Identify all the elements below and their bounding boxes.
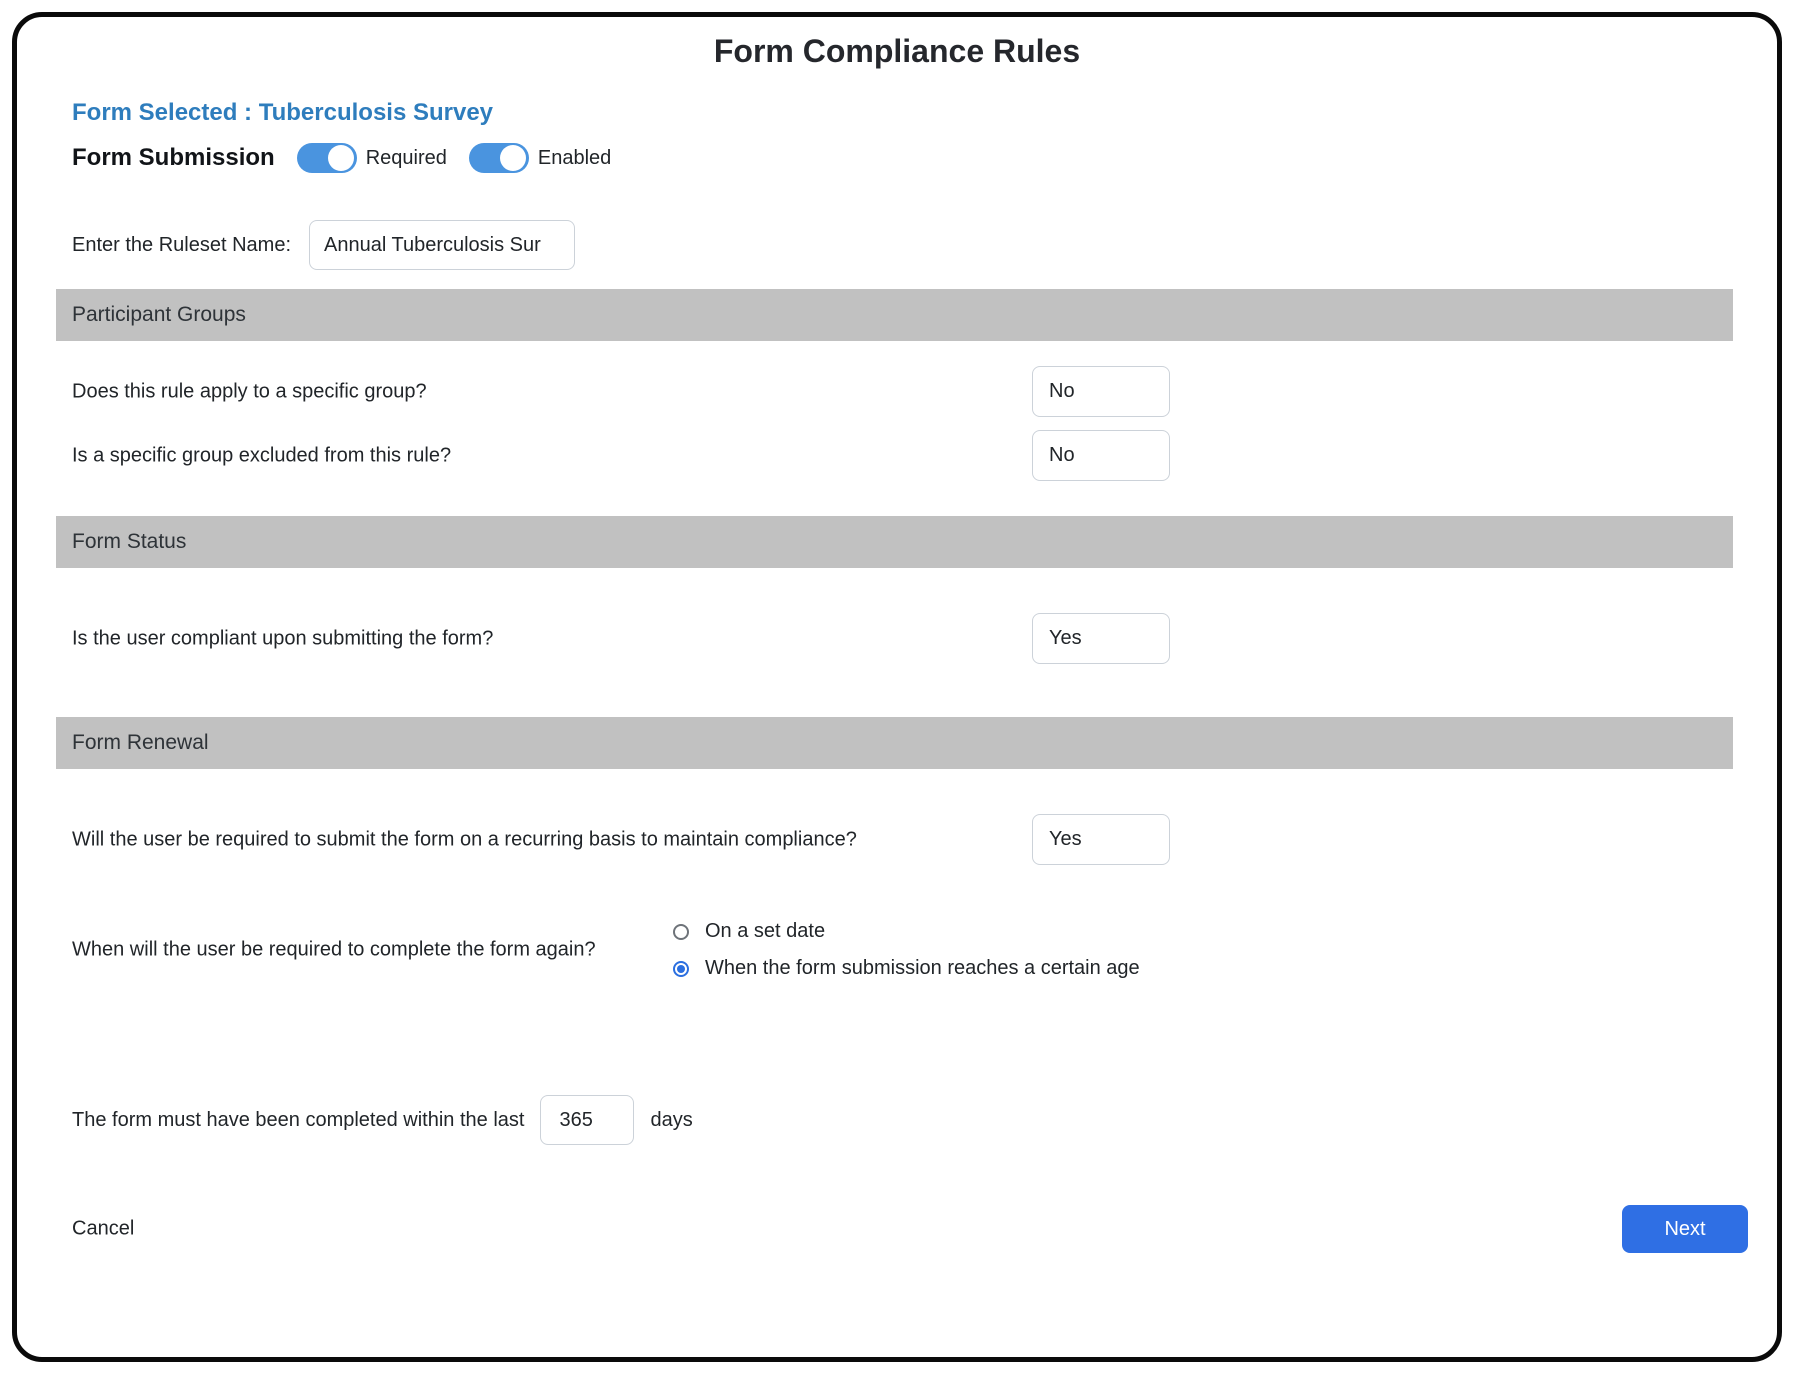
section-header-form-renewal: Form Renewal <box>56 717 1733 769</box>
ruleset-name-input[interactable] <box>309 220 575 270</box>
ruleset-name-row <box>72 220 575 270</box>
required-toggle-label: Required <box>365 146 447 169</box>
question-label-recurring-basis: Will the user be required to submit the form on a recurring basis to maintain compliance? <box>72 828 857 850</box>
excluded-group-select[interactable]: No <box>1032 430 1170 481</box>
question-label-excluded-group: Is a specific group excluded from this rule? <box>72 444 452 466</box>
cancel-button[interactable]: Cancel <box>72 1217 135 1240</box>
question-row-specific-group <box>17 366 1777 417</box>
question-label-compliant-on-submit: Is the user compliant upon submitting the form? <box>72 627 494 649</box>
radio-label-certain-age: When the form submission reaches a certain age <box>705 957 1140 979</box>
enabled-toggle[interactable] <box>469 143 529 173</box>
page-title: Form Compliance Rules <box>713 33 1081 69</box>
radio-unselected-icon[interactable] <box>673 924 689 940</box>
completion-window-days-input[interactable] <box>540 1095 634 1145</box>
recurring-basis-select[interactable]: Yes <box>1032 814 1170 865</box>
question-row-excluded-group <box>17 430 1777 481</box>
radio-label-set-date: On a set date <box>705 920 826 942</box>
radio-option-certain-age[interactable] <box>673 952 1140 985</box>
question-row-recurring-basis <box>17 814 1777 865</box>
specific-group-select[interactable]: No <box>1032 366 1170 417</box>
ruleset-name-label: Enter the Ruleset Name: <box>72 233 291 256</box>
required-toggle[interactable] <box>297 143 357 173</box>
renewal-timing-row <box>17 915 1777 985</box>
section-header-form-status: Form Status <box>56 516 1733 568</box>
title-row <box>17 31 1777 71</box>
completion-window-row <box>72 1095 693 1145</box>
question-row-compliant-on-submit <box>17 613 1777 664</box>
footer-row <box>17 1205 1777 1253</box>
completion-window-suffix: days <box>650 1108 693 1131</box>
radio-option-set-date[interactable] <box>673 915 1140 948</box>
radio-selected-icon[interactable] <box>673 961 689 977</box>
question-label-specific-group: Does this rule apply to a specific group? <box>72 380 427 402</box>
form-submission-label: Form Submission <box>72 144 275 171</box>
enabled-toggle-label: Enabled <box>537 146 612 169</box>
next-button[interactable]: Next <box>1622 1205 1748 1253</box>
completion-window-label: The form must have been completed within the last <box>72 1108 525 1131</box>
form-submission-row <box>72 141 611 175</box>
section-header-participant-groups: Participant Groups <box>56 289 1733 341</box>
renewal-timing-options <box>673 915 1140 985</box>
form-compliance-panel <box>12 12 1782 1362</box>
compliant-on-submit-select[interactable]: Yes <box>1032 613 1170 664</box>
renewal-timing-label: When will the user be required to complete the form again? <box>72 938 596 961</box>
form-selected-label: Form Selected : Tuberculosis Survey <box>72 99 494 126</box>
